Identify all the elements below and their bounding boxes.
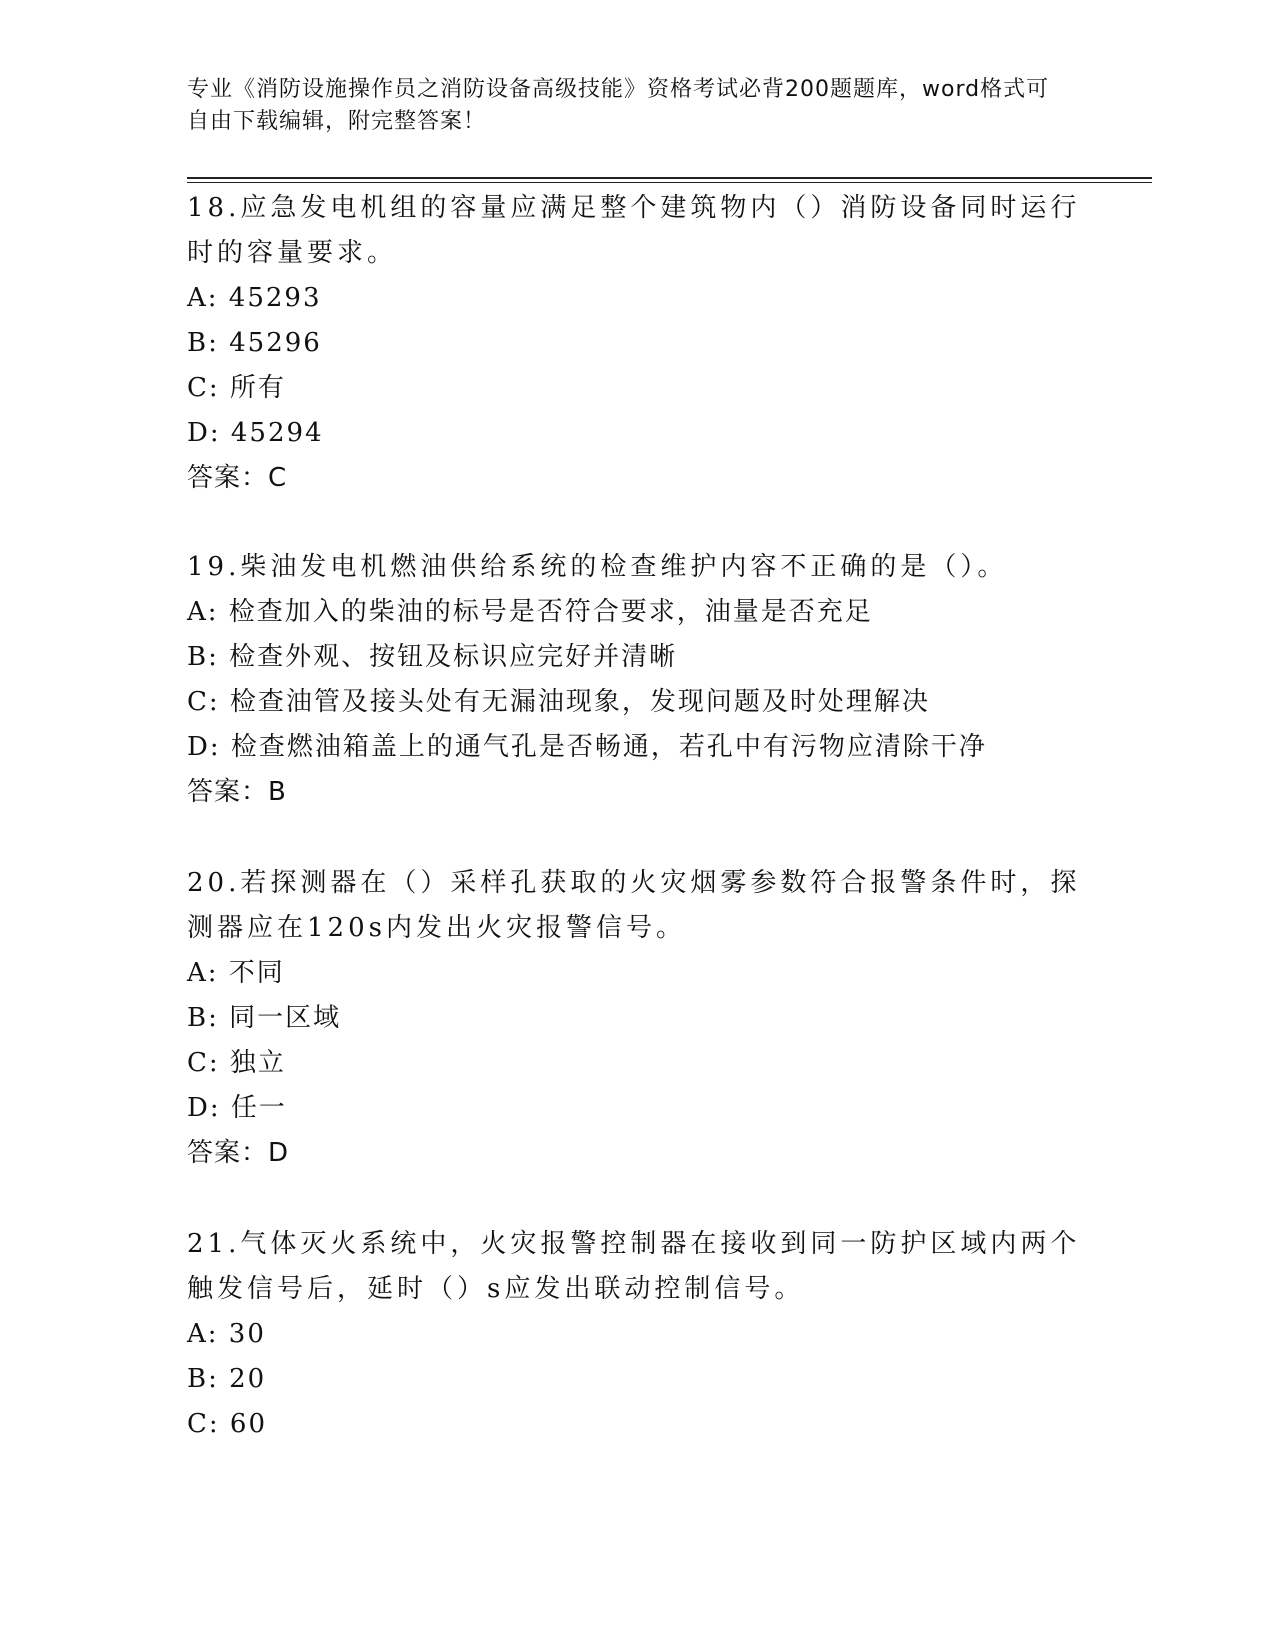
option-b: B: 20 bbox=[187, 1364, 267, 1394]
question-20 bbox=[187, 861, 1087, 1176]
answer-line: 答案：D bbox=[187, 1138, 290, 1168]
question-stem: 20.若探测器在（）采样孔获取的火灾烟雾参数符合报警条件时，探测器应在120s内发出火灾报警信号。 bbox=[187, 868, 1081, 943]
option-a: A: 45293 bbox=[187, 283, 322, 313]
option-a: A: 30 bbox=[187, 1319, 266, 1349]
option-b: B: 检查外观、按钮及标识应完好并清晰 bbox=[187, 642, 678, 672]
document-header: 专业《消防设施操作员之消防设备高级技能》资格考试必背200题题库，word格式可自由下载编辑，附完整答案！ bbox=[187, 77, 1050, 134]
question-18 bbox=[187, 186, 1087, 501]
option-c: C: 独立 bbox=[187, 1048, 286, 1078]
option-d: D: 45294 bbox=[187, 418, 324, 448]
question-19 bbox=[187, 545, 1087, 815]
option-c: C: 60 bbox=[187, 1409, 268, 1439]
option-d: D: 任一 bbox=[187, 1093, 287, 1123]
question-stem: 21.气体灭火系统中，火灾报警控制器在接收到同一防护区域内两个触发信号后，延时（）s应发出联动控制信号。 bbox=[187, 1229, 1081, 1304]
option-a: A: 检查加入的柴油的标号是否符合要求，油量是否充足 bbox=[187, 597, 873, 627]
option-b: B: 同一区域 bbox=[187, 1003, 342, 1033]
answer-line: 答案：B bbox=[187, 777, 287, 807]
question-21 bbox=[187, 1222, 1087, 1447]
option-d: D: 检查燃油箱盖上的通气孔是否畅通，若孔中有污物应清除干净 bbox=[187, 732, 987, 762]
question-stem: 18.应急发电机组的容量应满足整个建筑物内（）消防设备同时运行时的容量要求。 bbox=[187, 193, 1081, 268]
question-stem: 19.柴油发电机燃油供给系统的检查维护内容不正确的是（）。 bbox=[187, 552, 1008, 582]
header-divider-thick bbox=[187, 177, 1152, 179]
option-c: C: 检查油管及接头处有无漏油现象，发现问题及时处理解决 bbox=[187, 687, 930, 717]
answer-line: 答案：C bbox=[187, 463, 288, 493]
option-b: B: 45296 bbox=[187, 328, 322, 358]
header-divider-thin bbox=[187, 182, 1152, 183]
option-a: A: 不同 bbox=[187, 958, 285, 988]
option-c: C: 所有 bbox=[187, 373, 286, 403]
